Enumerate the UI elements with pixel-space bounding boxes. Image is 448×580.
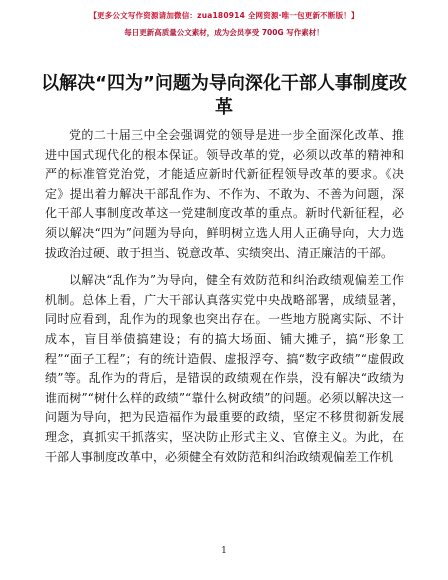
page-number: 1: [221, 546, 227, 556]
document-title: 以解决“四为”问题为导向深化干部人事制度改革: [41, 73, 407, 118]
promo-banner-line-2: 每日更新高质量公文素材，成为会员享受 700G 写作素材！: [124, 28, 324, 37]
body-paragraph: 以解决“乱作为”为导向，健全有效防范和纠治政绩观偏差工作机制。总体上看，广大干部认真落实党中央战略部署，成绩显著，同时应看到，乱作为的现象也突出存在。一些地方脱离实际、不计成本，盲目举债搞建设；有的搞大场面、铺大摊子，搞“形象工程”“面子工程”；有的统计造假、虚报浮夸、搞“数字政绩”“虚假政绩”等。乱作为的背后，是错误的政绩观在作祟，没有解决“政绩为谁而树”“树什么样的政绩”“靠什么树政绩”的问题。必须以解决这一问题为导向，把为民造福作为最重要的政绩，坚定不移贯彻新发展理念，真抓实干抓落实，坚决防止形式主义、官僚主义。为此，在干部人事制度改革中，必须健全有效防范和纠治政绩观偏差工作机: [45, 273, 404, 464]
promo-banner-line-1: 【更多公文写作资源请加微信：zua180914 全网资源·唯一包更新不断版！】: [89, 11, 359, 20]
body-paragraph: 党的二十届三中全会强调党的领导是进一步全面深化改革、推进中国式现代化的根本保证。领导改革的党，必须以改革的精神和严的标准管党治党，才能适应新时代新征程领导改革的要求。《决定》提出着力解决干部乱作为、不作为、不敢为、不善为问题，深化干部人事制度改革这一党建制度改革的重点。新时代新征程，必须以解决“四为”问题为导向，鲜明树立选人用人正确导向，大力选拔政治过硬、敢于担当、锐意改革、实绩突出、清正廉洁的干部。: [45, 128, 404, 260]
document-body: [45, 126, 404, 467]
promo-banner: [0, 0, 448, 50]
